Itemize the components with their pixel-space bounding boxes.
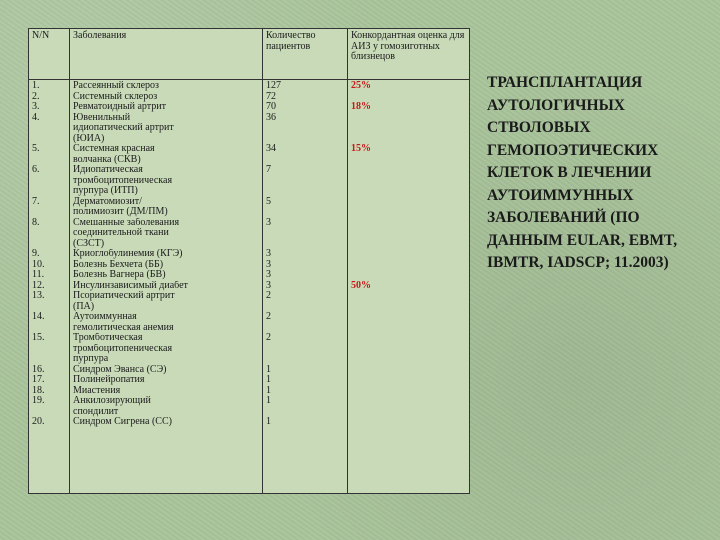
patient-count xyxy=(266,123,344,134)
concordance-value xyxy=(351,312,466,323)
header-patient-count: Количество пациентов xyxy=(263,29,348,80)
concordance-value xyxy=(351,218,466,229)
row-number: 4. xyxy=(32,112,40,123)
disease-name: (СЗСТ) xyxy=(73,238,105,249)
patient-count xyxy=(266,186,344,197)
concordance-value xyxy=(351,354,466,365)
disease-name: волчанка (СКВ) xyxy=(73,154,141,165)
disease-table xyxy=(28,28,470,494)
patient-count: 36 xyxy=(266,112,276,123)
patient-count xyxy=(266,176,344,187)
concordance-value xyxy=(351,375,466,386)
concordance-value xyxy=(351,155,466,166)
concordance-value: 25% xyxy=(351,81,371,91)
concordance-value xyxy=(351,323,466,334)
concordance-value: 15% xyxy=(351,144,371,154)
row-number: 9. xyxy=(32,249,40,259)
row-number: 6. xyxy=(32,165,40,175)
number-column xyxy=(29,80,70,494)
row-number xyxy=(32,123,66,134)
concordance-value xyxy=(351,92,466,103)
slide-title: ТРАНСПЛАНТАЦИЯ АУТОЛОГИЧНЫХ СТВОЛОВЫХ ГЕМОПОЭТИЧЕСКИХ КЛЕТОК В ЛЕЧЕНИИ АУТОИММУННЫХ ЗАБОЛЕВАНИЙ (ПО ДАННЫМ EULAR, EBMT, IBMTR, IADSCP; 11.2003) xyxy=(487,74,678,271)
patient-count: 2 xyxy=(266,333,271,343)
patient-count: 127 xyxy=(266,81,281,91)
patient-count: 1 xyxy=(266,375,271,385)
row-number xyxy=(32,344,66,355)
patient-count: 1 xyxy=(266,417,271,427)
row-number: 12. xyxy=(32,280,45,291)
disease-name: Смешанные заболевания xyxy=(73,217,180,228)
row-number: 18. xyxy=(32,385,45,396)
concordance-value xyxy=(351,396,466,407)
concordance-value xyxy=(351,228,466,239)
row-number: 5. xyxy=(32,144,40,154)
patient-count: 3 xyxy=(266,270,271,280)
concordance-value xyxy=(351,365,466,376)
disease-name: Болезнь Бехчета (ББ) xyxy=(73,259,164,270)
row-number: 17. xyxy=(32,375,45,385)
concordance-value xyxy=(351,197,466,208)
row-number xyxy=(32,239,66,250)
concordance-value xyxy=(351,333,466,344)
row-number xyxy=(32,407,66,418)
disease-name: Дерматомиозит/ xyxy=(73,196,142,207)
row-number: 8. xyxy=(32,217,40,228)
disease-name: Псориатический артрит xyxy=(73,291,175,301)
patient-count: 70 xyxy=(266,102,276,112)
row-number xyxy=(32,155,66,166)
table-body-row xyxy=(29,80,470,494)
disease-name: соединительной ткани xyxy=(73,228,169,238)
patient-count xyxy=(266,228,344,239)
row-number xyxy=(32,186,66,197)
disease-name: Ревматоидный артрит xyxy=(73,102,166,112)
patient-count: 7 xyxy=(266,165,271,175)
disease-name: тромбоцитопеническая xyxy=(73,343,173,354)
concordance-value xyxy=(351,407,466,418)
row-number: 3. xyxy=(32,102,40,112)
patient-count xyxy=(266,134,344,145)
disease-name: Синдром Эванса (СЭ) xyxy=(73,364,167,375)
concordance-value xyxy=(351,134,466,145)
patient-count: 2 xyxy=(266,291,271,301)
disease-name: Синдром Сигрена (СС) xyxy=(73,417,172,427)
disease-name: Идиопатическая xyxy=(73,165,143,175)
row-number: 13. xyxy=(32,291,45,301)
patient-count: 72 xyxy=(266,91,276,102)
row-number xyxy=(32,302,66,313)
patient-count: 34 xyxy=(266,144,276,154)
concordance-value xyxy=(351,302,466,313)
disease-table-container xyxy=(28,28,470,494)
table-header-row xyxy=(29,29,470,80)
patient-count: 1 xyxy=(266,396,271,406)
row-number: 19. xyxy=(32,396,45,406)
row-number xyxy=(32,323,66,334)
concordance-value xyxy=(351,176,466,187)
row-number xyxy=(32,207,66,218)
row-number: 10. xyxy=(32,259,45,270)
disease-name: Системная красная xyxy=(73,144,155,154)
disease-name: идиопатический артрит xyxy=(73,123,174,133)
patient-count-column xyxy=(263,80,348,494)
disease-name: гемолитическая анемия xyxy=(73,322,174,333)
patient-count xyxy=(266,155,344,166)
header-number: N/N xyxy=(29,29,70,80)
disease-name: Болезнь Вагнера (БВ) xyxy=(73,270,166,280)
row-number: 11. xyxy=(32,270,45,280)
concordance-value xyxy=(351,239,466,250)
disease-name: Аутоиммунная xyxy=(73,312,137,322)
concordance-value: 50% xyxy=(351,280,371,291)
patient-count: 5 xyxy=(266,196,271,207)
concordance-value xyxy=(351,344,466,355)
concordance-value xyxy=(351,270,466,281)
disease-name: Полинейропатия xyxy=(73,375,145,385)
disease-name: Криоглобулинемия (КГЭ) xyxy=(73,249,183,259)
patient-count xyxy=(266,323,344,334)
disease-name: Тромботическая xyxy=(73,333,143,343)
disease-name: Миастения xyxy=(73,385,121,396)
row-number: 2. xyxy=(32,91,40,102)
concordance-value xyxy=(351,113,466,124)
disease-name: Рассеянный склероз xyxy=(73,81,159,91)
row-number xyxy=(32,134,66,145)
concordance-value xyxy=(351,291,466,302)
concordance-value xyxy=(351,207,466,218)
row-number xyxy=(32,228,66,239)
concordance-value xyxy=(351,386,466,397)
patient-count xyxy=(266,207,344,218)
concordance-value: 18% xyxy=(351,102,371,112)
patient-count: 3 xyxy=(266,249,271,259)
disease-name: полимиозит (ДМ/ПМ) xyxy=(73,207,168,217)
disease-name: тромбоцитопеническая xyxy=(73,175,173,186)
row-number: 1. xyxy=(32,81,40,91)
disease-name: пурпура (ИТП) xyxy=(73,186,138,196)
patient-count: 1 xyxy=(266,364,271,375)
row-number: 20. xyxy=(32,417,45,427)
row-number: 14. xyxy=(32,312,45,322)
disease-name: Инсулинзависимый диабет xyxy=(73,280,188,291)
disease-name: спондилит xyxy=(73,406,119,417)
concordance-value xyxy=(351,123,466,134)
row-number xyxy=(32,354,66,365)
patient-count xyxy=(266,239,344,250)
disease-name: (ПА) xyxy=(73,301,95,312)
disease-name: Системный склероз xyxy=(73,91,158,102)
concordance-column xyxy=(348,80,470,494)
row-number: 16. xyxy=(32,364,45,375)
concordance-value xyxy=(351,417,466,428)
concordance-value xyxy=(351,186,466,197)
disease-name: Ювенильный xyxy=(73,112,131,123)
patient-count xyxy=(266,344,344,355)
concordance-value xyxy=(351,260,466,271)
patient-count xyxy=(266,407,344,418)
patient-count: 2 xyxy=(266,312,271,322)
header-concordance: Конкордантная оценка для АИЗ у гомозиготных близнецов xyxy=(348,29,470,80)
patient-count: 3 xyxy=(266,217,271,228)
disease-column xyxy=(70,80,263,494)
patient-count xyxy=(266,354,344,365)
patient-count: 3 xyxy=(266,280,271,291)
row-number: 15. xyxy=(32,333,45,343)
disease-name: пурпура xyxy=(73,354,109,364)
disease-name: (ЮИА) xyxy=(73,133,105,144)
concordance-value xyxy=(351,249,466,260)
disease-name: Анкилозирующий xyxy=(73,396,151,406)
patient-count: 3 xyxy=(266,259,271,270)
patient-count xyxy=(266,302,344,313)
row-number: 7. xyxy=(32,196,40,207)
patient-count: 1 xyxy=(266,385,271,396)
header-disease: Заболевания xyxy=(70,29,263,80)
concordance-value xyxy=(351,165,466,176)
row-number xyxy=(32,176,66,187)
